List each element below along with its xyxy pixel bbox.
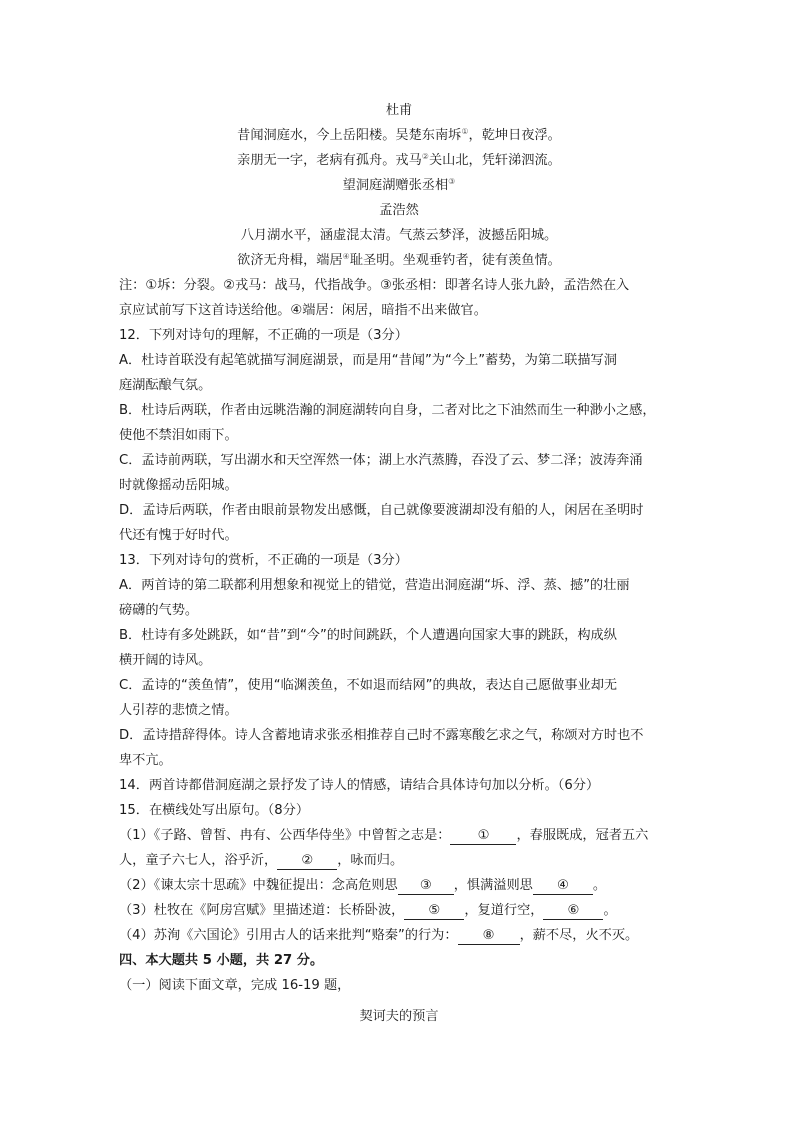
article-title: 契诃夫的预言 — [359, 1009, 439, 1024]
q15-item2: （2）《谏太宗十思疏》中魏征提出：念高危则思 ③ ，惧满溢则思 ④ 。 — [119, 878, 607, 893]
part-instruction: （一）阅读下面文章，完成 16-19 题， — [119, 978, 351, 993]
document-page — [119, 98, 679, 1029]
q12-option-d-cont: 代还有愧于好时代。 — [119, 528, 238, 543]
q13-option-d-cont: 卑不亢。 — [119, 753, 172, 768]
answer-blank-1[interactable]: ① — [450, 827, 516, 845]
q13-option-c-cont: 人引荐的悲愤之情。 — [119, 703, 238, 718]
poem1-line1: 昔闻洞庭水，今上岳阳楼。吴楚东南坼①，乾坤日夜浮。 — [237, 127, 561, 143]
q12-stem: 12．下列对诗句的理解，不正确的一项是（3分） — [119, 328, 408, 343]
section-heading: 四、本大题共 5 小题，共 27 分。 — [119, 953, 324, 968]
answer-blank-4[interactable]: ④ — [533, 877, 593, 895]
q13-option-c: C．孟诗的“羡鱼情”，使用“临渊羡鱼，不如退而结网”的典故，表达自己愿做事业却无 — [119, 678, 618, 693]
note-marker: ④ — [342, 252, 350, 261]
q13-option-a-cont: 磅礴的气势。 — [119, 603, 199, 618]
q13-option-b: B．杜诗有多处跳跃，如“昔”到“今”的时间跳跃，个人遭遇向国家大事的跳跃，构成纵 — [119, 628, 617, 643]
answer-blank-8[interactable]: ⑧ — [458, 927, 520, 945]
poem2-line1: 八月湖水平，涵虚混太清。气蒸云梦泽，波撼岳阳城。 — [240, 228, 558, 243]
q15-stem: 15．在横线处写出原句。（8分） — [119, 803, 310, 818]
note-marker: ② — [421, 152, 429, 161]
answer-blank-3[interactable]: ③ — [398, 877, 454, 895]
poem1-line2: 亲朋无一字，老病有孤舟。戎马②关山北，凭轩涕泗流。 — [237, 152, 561, 168]
answer-blank-6[interactable]: ⑥ — [543, 902, 603, 920]
answer-blank-5[interactable]: ⑤ — [404, 902, 464, 920]
q15-item1: （1）《子路、曾皙、冉有、公西华侍坐》中曾皙之志是： ① ，春服既成，冠者五六 — [119, 828, 649, 843]
q12-option-c: C．孟诗前两联，写出湖水和天空浑然一体；湖上水汽蒸腾，吞没了云、梦二泽；波涛奔涌 — [119, 453, 643, 468]
poem2-line2: 欲济无舟楫，端居④耻圣明。坐观垂钓者，徒有羡鱼情。 — [237, 252, 561, 268]
note-marker: ① — [461, 127, 469, 136]
q15-item1-cont: 人，童子六七人，浴乎沂， ② ，咏而归。 — [119, 853, 404, 868]
note-marker: ③ — [448, 177, 456, 186]
q13-option-b-cont: 横开阔的诗风。 — [119, 653, 212, 668]
poem2-author: 孟浩然 — [379, 203, 419, 218]
q12-option-d: D．孟诗后两联，作者由眼前景物发出感慨，自己就像要渡湖却没有船的人，闲居在圣明时 — [119, 503, 644, 518]
notes-line2: 京应试前写下这首诗送给他。④端居：闲居，暗指不出来做官。 — [119, 303, 487, 318]
notes-line1: 注：①坼：分裂。②戎马：战马，代指战争。③张丞相：即著名诗人张九龄，孟浩然在入 — [119, 278, 630, 293]
poem1-author: 杜甫 — [385, 103, 413, 118]
q14-stem: 14．两首诗都借洞庭湖之景抒发了诗人的情感，请结合具体诗句加以分析。（6分） — [119, 778, 600, 793]
q15-item3: （3）杜牧在《阿房宫赋》里描述道：长桥卧波， ⑤ ，复道行空， ⑥ 。 — [119, 903, 617, 918]
q13-option-a: A．两首诗的第二联都利用想象和视觉上的错觉，营造出洞庭湖“坼、浮、蒸、撼”的壮丽 — [119, 578, 630, 593]
q13-stem: 13．下列对诗句的赏析，不正确的一项是（3分） — [119, 553, 408, 568]
q12-option-b: B．杜诗后两联，作者由远眺浩瀚的洞庭湖转向自身，二者对比之下油然而生一种渺小之感， — [119, 403, 656, 418]
answer-blank-2[interactable]: ② — [277, 852, 337, 870]
q12-option-b-cont: 使他不禁泪如雨下。 — [119, 428, 238, 443]
q15-item4: （4）苏洵《六国论》引用古人的话来批判“赂秦”的行为： ⑧ ，薪不尽，火不灭。 — [119, 928, 639, 943]
q12-option-a-cont: 庭湖酝酿气氛。 — [119, 378, 212, 393]
q13-option-d: D．孟诗措辞得体。诗人含蓄地请求张丞相推荐自己时不露寒酸乞求之气，称颂对方时也不 — [119, 728, 644, 743]
q12-option-c-cont: 时就像摇动岳阳城。 — [119, 478, 238, 493]
q12-option-a: A．杜诗首联没有起笔就描写洞庭湖景，而是用“昔闻”为“今上”蓄势，为第二联描写洞 — [119, 353, 617, 368]
poem2-title: 望洞庭湖赠张丞相③ — [342, 177, 456, 193]
